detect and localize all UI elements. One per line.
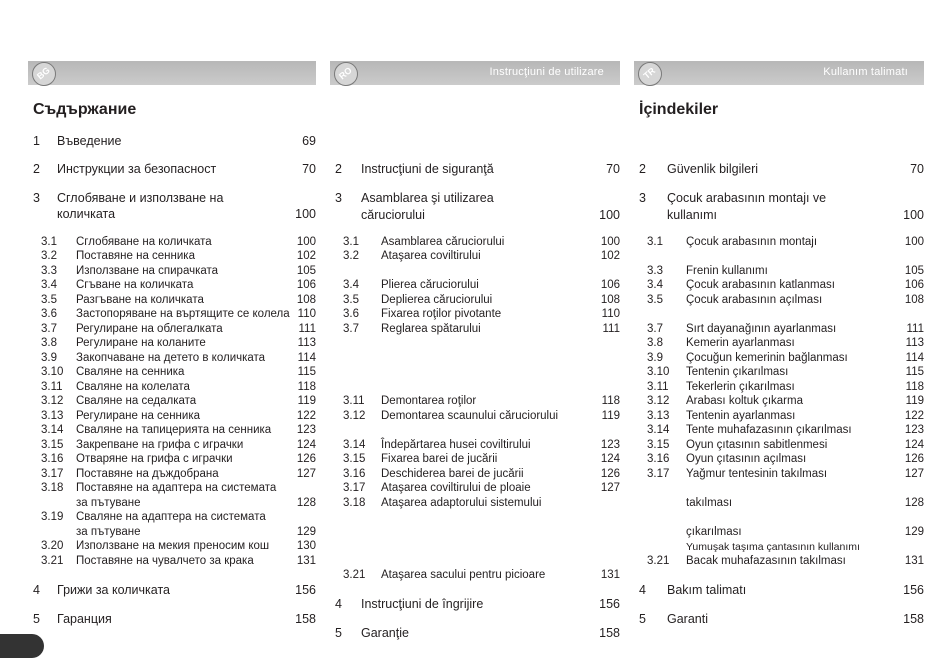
entry-number: 3.14 bbox=[41, 424, 64, 436]
entry-page: 158 bbox=[599, 626, 620, 640]
entry-page: 102 bbox=[600, 250, 620, 262]
entry-number: 3.3 bbox=[647, 265, 663, 277]
entry-label-line2: căruciorului bbox=[361, 208, 425, 222]
entry-label: Сглобяване и използване на bbox=[57, 191, 224, 205]
entry-page: 129 bbox=[296, 526, 316, 538]
language-badge-bg: BG bbox=[27, 57, 61, 91]
entry-number: 3.2 bbox=[343, 250, 359, 262]
toc-heading-bg: Съдържание bbox=[33, 101, 137, 118]
entry-number: 3.1 bbox=[41, 236, 57, 248]
entry-page: 105 bbox=[296, 265, 316, 277]
entry-page: 123 bbox=[600, 439, 620, 451]
entry-number: 3.10 bbox=[41, 366, 64, 378]
entry-page: 115 bbox=[297, 366, 316, 378]
entry-label: Demontarea scaunului căruciorului bbox=[381, 410, 559, 422]
entry-page: 124 bbox=[296, 439, 316, 451]
entry-page: 158 bbox=[295, 612, 316, 626]
entry-label: Поставяне на дъждобрана bbox=[76, 468, 219, 480]
entry-page: 100 bbox=[904, 236, 924, 248]
entry-label: Сваляне на адаптера на системата bbox=[76, 511, 266, 523]
entry-page: 106 bbox=[296, 279, 316, 291]
entry-label: Сваляне на сенника bbox=[76, 366, 185, 378]
entry-label: Tentenin çıkarılması bbox=[686, 366, 789, 378]
entry-number: 3.16 bbox=[647, 453, 670, 465]
entry-page: 126 bbox=[600, 468, 620, 480]
entry-page: 131 bbox=[600, 569, 620, 581]
entry-page: 118 bbox=[601, 395, 620, 407]
entry-number: 3 bbox=[639, 191, 646, 205]
language-band-bg bbox=[28, 61, 316, 85]
entry-page: 118 bbox=[297, 381, 316, 393]
entry-label: Поставяне на адаптера на системата bbox=[76, 482, 277, 494]
entry-label: Tente muhafazasının çıkarılması bbox=[686, 424, 852, 436]
entry-page: 119 bbox=[601, 410, 620, 422]
entry-label: Отваряне на грифа с играчки bbox=[76, 453, 233, 465]
entry-number: 3 bbox=[335, 191, 342, 205]
entry-number: 3.5 bbox=[343, 294, 359, 306]
entry-number: 3.17 bbox=[647, 468, 670, 480]
entry-number: 3.14 bbox=[647, 424, 670, 436]
entry-number: 3.20 bbox=[41, 540, 64, 552]
entry-label: Instrucţiuni de siguranţă bbox=[361, 162, 494, 176]
entry-number: 3.12 bbox=[343, 410, 366, 422]
entry-number: 3.16 bbox=[343, 468, 366, 480]
entry-label: Frenin kullanımı bbox=[686, 265, 768, 277]
entry-label: Tekerlerin çıkarılması bbox=[686, 381, 795, 393]
entry-label: Поставяне на сенника bbox=[76, 250, 195, 262]
entry-page: 156 bbox=[903, 583, 924, 597]
entry-page: 70 bbox=[302, 162, 316, 176]
entry-page: 129 bbox=[904, 526, 924, 538]
entry-label: Регулиране на сенника bbox=[76, 410, 201, 422]
entry-number: 2 bbox=[335, 162, 342, 176]
entry-label: Застопоряване на въртящите се колела bbox=[76, 308, 290, 320]
entry-page: 127 bbox=[600, 482, 620, 494]
entry-page: 108 bbox=[904, 294, 924, 306]
entry-page: 100 bbox=[599, 208, 620, 222]
entry-number: 3.12 bbox=[647, 395, 670, 407]
entry-number: 3.16 bbox=[41, 453, 64, 465]
entry-label: Kemerin ayarlanması bbox=[686, 337, 795, 349]
entry-page: 70 bbox=[910, 162, 924, 176]
entry-label: Çocuk arabasının katlanması bbox=[686, 279, 835, 291]
entry-page: 126 bbox=[904, 453, 924, 465]
entry-number: 3.21 bbox=[647, 555, 670, 567]
entry-number: 3.8 bbox=[41, 337, 57, 349]
entry-label: Îndepărtarea husei coviltirului bbox=[381, 439, 531, 451]
entry-label: Çocuğun kemerinin bağlanması bbox=[686, 352, 848, 364]
entry-page: 122 bbox=[904, 410, 924, 422]
entry-label: Въведение bbox=[57, 134, 122, 148]
entry-page: 123 bbox=[296, 424, 316, 436]
entry-label: Ataşarea sacului pentru picioare bbox=[381, 569, 546, 581]
entry-page: 124 bbox=[600, 453, 620, 465]
entry-label: Plierea căruciorului bbox=[381, 279, 479, 291]
entry-page: 156 bbox=[295, 583, 316, 597]
entry-number: 3.17 bbox=[41, 468, 64, 480]
entry-page: 119 bbox=[297, 395, 316, 407]
entry-label: Ataşarea adaptorului sistemului bbox=[381, 497, 542, 509]
entry-number: 3.21 bbox=[343, 569, 366, 581]
entry-page: 113 bbox=[297, 337, 316, 349]
entry-label: Garanţie bbox=[361, 626, 409, 640]
entry-number: 3.5 bbox=[41, 294, 57, 306]
entry-label: Сваляне на колелата bbox=[76, 381, 190, 393]
entry-number: 3.1 bbox=[647, 236, 663, 248]
entry-label: Instrucţiuni de îngrijire bbox=[361, 597, 484, 611]
entry-label: Закрепване на грифа с играчки bbox=[76, 439, 244, 451]
language-badge-ro: RO bbox=[329, 57, 363, 91]
entry-number: 3.11 bbox=[647, 381, 669, 393]
entry-page: 114 bbox=[905, 352, 924, 364]
entry-page: 111 bbox=[906, 323, 924, 335]
entry-label: Сгъване на количката bbox=[76, 279, 194, 291]
band-title-ro: Instrucţiuni de utilizare bbox=[489, 66, 604, 78]
entry-label: Регулиране на коланите bbox=[76, 337, 206, 349]
entry-label: Asamblarea căruciorului bbox=[381, 236, 505, 248]
entry-label: Ataşarea coviltirului bbox=[381, 250, 481, 262]
entry-page: 100 bbox=[295, 207, 316, 221]
entry-label: Грижи за количката bbox=[57, 583, 171, 597]
language-band-tr bbox=[634, 61, 924, 85]
entry-label: takılması bbox=[686, 497, 733, 509]
entry-page: 108 bbox=[296, 294, 316, 306]
entry-number: 3.9 bbox=[41, 352, 57, 364]
entry-label: Сваляне на тапицерията на сенника bbox=[76, 424, 272, 436]
page-tab-marker bbox=[0, 634, 44, 658]
entry-page: 108 bbox=[600, 294, 620, 306]
entry-label-line2: количката bbox=[57, 207, 116, 221]
entry-number: 3.14 bbox=[343, 439, 366, 451]
entry-label: Reglarea spătarului bbox=[381, 323, 481, 335]
entry-label: Deschiderea barei de jucării bbox=[381, 468, 524, 480]
entry-page: 70 bbox=[606, 162, 620, 176]
entry-label: Asamblarea şi utilizarea bbox=[361, 191, 494, 205]
entry-page: 158 bbox=[903, 612, 924, 626]
entry-label: Регулиране на облегалката bbox=[76, 323, 223, 335]
entry-number: 3.6 bbox=[41, 308, 57, 320]
entry-number: 3.4 bbox=[41, 279, 57, 291]
entry-page: 131 bbox=[296, 555, 316, 567]
entry-page: 123 bbox=[904, 424, 924, 436]
entry-label: Oyun çıtasının açılması bbox=[686, 453, 807, 465]
entry-page: 102 bbox=[296, 250, 316, 262]
entry-label: Garanti bbox=[667, 612, 708, 626]
toc-column-bg bbox=[28, 0, 316, 672]
entry-label: Çocuk arabasının montajı ve bbox=[667, 191, 827, 205]
entry-page: 110 bbox=[297, 308, 316, 320]
entry-label: Fixarea barei de jucării bbox=[381, 453, 498, 465]
entry-page: 106 bbox=[600, 279, 620, 291]
entry-number: 3.18 bbox=[41, 482, 64, 494]
toc-column-tr bbox=[634, 0, 924, 672]
entry-number: 5 bbox=[639, 612, 646, 626]
entry-number: 3.5 bbox=[647, 294, 663, 306]
entry-page: 156 bbox=[599, 597, 620, 611]
entry-number: 3.9 bbox=[647, 352, 663, 364]
entry-number: 3.7 bbox=[647, 323, 663, 335]
entry-label: Инструкции за безопасност bbox=[57, 162, 217, 176]
band-title-tr: Kullanım talimatı bbox=[823, 66, 908, 78]
entry-number: 3.7 bbox=[343, 323, 359, 335]
entry-label: Demontarea roţilor bbox=[381, 395, 477, 407]
entry-number: 3.1 bbox=[343, 236, 359, 248]
entry-number: 3.13 bbox=[41, 410, 64, 422]
entry-page: 100 bbox=[296, 236, 316, 248]
entry-number: 3.19 bbox=[41, 511, 64, 523]
entry-number: 5 bbox=[335, 626, 342, 640]
entry-page: 128 bbox=[296, 497, 316, 509]
entry-label: Гаранция bbox=[57, 612, 112, 626]
entry-number: 3.18 bbox=[343, 497, 366, 509]
entry-label-line2: за пътуване bbox=[76, 497, 141, 509]
entry-page: 111 bbox=[602, 323, 620, 335]
entry-number: 4 bbox=[639, 583, 646, 597]
entry-page: 100 bbox=[903, 208, 924, 222]
entry-label: Bacak muhafazasının takılması bbox=[686, 555, 846, 567]
language-badge-tr: TR bbox=[633, 57, 667, 91]
entry-number: 3.6 bbox=[343, 308, 359, 320]
entry-page: 106 bbox=[904, 279, 924, 291]
entry-number: 5 bbox=[33, 612, 40, 626]
entry-number: 2 bbox=[33, 162, 40, 176]
entry-label: Oyun çıtasının sabitlenmesi bbox=[686, 439, 828, 451]
entry-page: 115 bbox=[905, 366, 924, 378]
entry-page: 114 bbox=[297, 352, 316, 364]
entry-label: Сваляне на седалката bbox=[76, 395, 197, 407]
language-band-ro bbox=[330, 61, 620, 85]
entry-number: 3.4 bbox=[647, 279, 663, 291]
entry-number: 3 bbox=[33, 191, 40, 205]
entry-number: 3.12 bbox=[41, 395, 64, 407]
entry-label: Çocuk arabasının montajı bbox=[686, 236, 818, 248]
entry-page: 127 bbox=[904, 468, 924, 480]
entry-label: Ataşarea coviltirului de ploaie bbox=[381, 482, 531, 494]
entry-number: 3.15 bbox=[41, 439, 64, 451]
entry-label: Използване на мекия преносим кош bbox=[76, 540, 270, 552]
entry-page: 110 bbox=[601, 308, 620, 320]
entry-label: Tentenin ayarlanması bbox=[686, 410, 796, 422]
entry-number: 3.11 bbox=[343, 395, 365, 407]
entry-page: 119 bbox=[905, 395, 924, 407]
entry-label: Çocuk arabasının açılması bbox=[686, 294, 823, 306]
entry-label: Fixarea roţilor pivotante bbox=[381, 308, 502, 320]
entry-label: Поставяне на чувалчето за крака bbox=[76, 555, 254, 567]
entry-number: 1 bbox=[33, 134, 40, 148]
entry-label: Deplierea căruciorului bbox=[381, 294, 493, 306]
entry-number: 4 bbox=[33, 583, 40, 597]
toc-heading-tr: İçindekiler bbox=[639, 101, 719, 118]
entry-number: 3.10 bbox=[647, 366, 670, 378]
entry-number: 3.17 bbox=[343, 482, 366, 494]
entry-page: 128 bbox=[904, 497, 924, 509]
toc-column-ro bbox=[330, 0, 620, 672]
entry-page: 126 bbox=[296, 453, 316, 465]
entry-label: Arabası koltuk çıkarma bbox=[686, 395, 803, 407]
entry-number: 4 bbox=[335, 597, 342, 611]
entry-label: çıkarılması bbox=[686, 526, 742, 538]
entry-number: 3.11 bbox=[41, 381, 63, 393]
entry-label: Използване на спирачката bbox=[76, 265, 219, 277]
entry-label: Yağmur tentesinin takılması bbox=[686, 468, 828, 480]
entry-number: 3.2 bbox=[41, 250, 57, 262]
entry-label: Разгъване на количката bbox=[76, 294, 204, 306]
entry-page: 105 bbox=[904, 265, 924, 277]
entry-label: Sırt dayanağının ayarlanması bbox=[686, 323, 837, 335]
entry-page: 127 bbox=[296, 468, 316, 480]
entry-number: 3.7 bbox=[41, 323, 57, 335]
entry-page: 124 bbox=[904, 439, 924, 451]
entry-label-line2: kullanımı bbox=[667, 208, 718, 222]
entry-page: 122 bbox=[296, 410, 316, 422]
entry-page: 131 bbox=[904, 555, 924, 567]
entry-number: 3.15 bbox=[343, 453, 366, 465]
entry-page: 130 bbox=[296, 540, 316, 552]
entry-number: 3.3 bbox=[41, 265, 57, 277]
entry-number: 3.4 bbox=[343, 279, 359, 291]
entry-page: 113 bbox=[905, 337, 924, 349]
entry-label: Сглобяване на количката bbox=[76, 236, 212, 248]
entry-number: 3.13 bbox=[647, 410, 670, 422]
entry-number: 2 bbox=[639, 162, 646, 176]
entry-page: 69 bbox=[302, 134, 316, 148]
entry-label: Bakım talimatı bbox=[667, 583, 747, 597]
entry-number: 3.8 bbox=[647, 337, 663, 349]
entry-page: 111 bbox=[298, 323, 316, 335]
entry-label: Güvenlik bilgileri bbox=[667, 162, 759, 176]
entry-page: 100 bbox=[600, 236, 620, 248]
entry-label-line2: Yumuşak taşıma çantasının kullanımı bbox=[686, 541, 860, 553]
entry-number: 3.21 bbox=[41, 555, 64, 567]
entry-label: Закопчаване на детето в количката bbox=[76, 352, 266, 364]
entry-page: 118 bbox=[905, 381, 924, 393]
entry-label-line2: за пътуване bbox=[76, 526, 141, 538]
entry-number: 3.15 bbox=[647, 439, 670, 451]
